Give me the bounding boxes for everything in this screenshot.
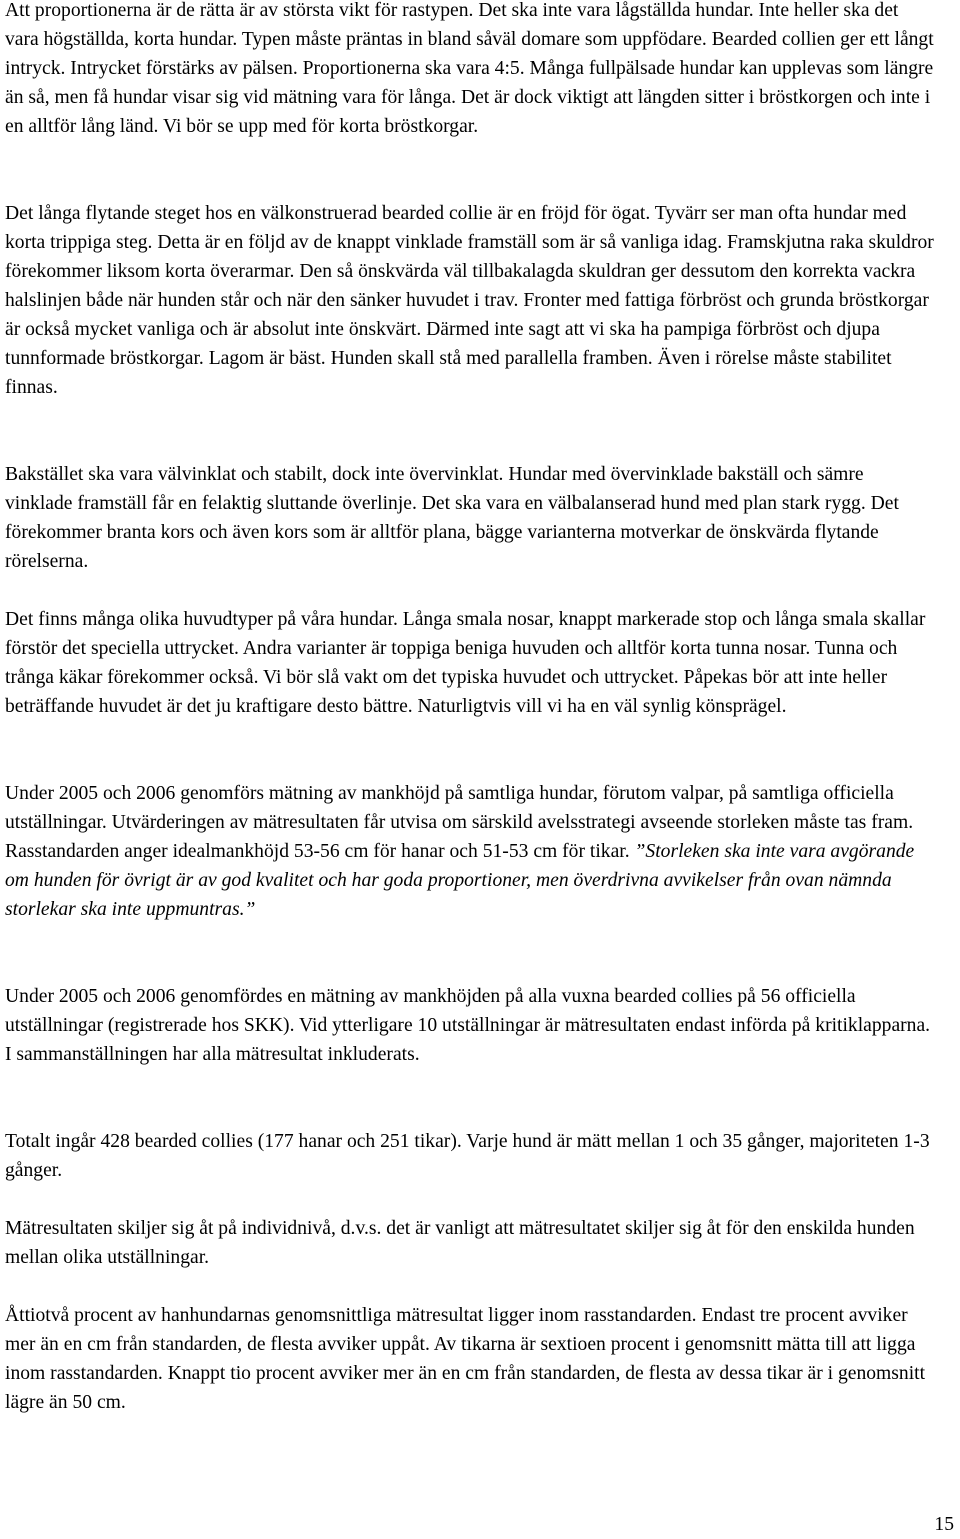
paragraph-proportions: Att proportionerna är de rätta är av största vikt för rastypen. Det ska inte vara lågställda hundar. Inte heller ska det vara högställda, korta hundar. Typen måste präntas in bland såväl domare som uppfödare. Bearded collien ger ett långt intryck. Intrycket förstärks av pälsen. Proportionerna ska vara 4:5. Många fullpälsade hundar kan upplevas som längre än så, men få hundar visar sig vid mätning vara för långa. Det är dock viktigt att längden sitter i bröstkorgen och inte i en alltför lång länd. Vi bör se upp med för korta bröstkorgar. [5, 0, 934, 137]
paragraph-hindquarters: Bakstället ska vara välvinklat och stabilt, dock inte övervinklat. Hundar med övervinklade bakställ och sämre vinklade framställ får en felaktig sluttande överlinje. Det ska vara en välbalanserad hund med plan stark rygg. Det förekommer branta kors och även kors som är alltför plana, bägge varianterna motverkar de önskvärda flytande rörelserna. [5, 464, 899, 572]
paragraph-movement: Det långa flytande steget hos en välkonstruerad bearded collie är en fröjd för ögat. Tyvärr ser man ofta hundar med korta trippiga steg. Detta är en följd av de knappt vinklade framställ som är så vanliga idag. Framskjutna raka skuldror förekommer liksom korta överarmar. Den så önskvärda väl tillbakalagda skuldran ger dessutom den korrekta vackra halslinjen både när hunden står och när den sänker huvudet i trav. Fronter med fattiga förbröst och grunda bröstkorgar är också mycket vanliga och är absolut inte önskvärt. Därmed inte sagt att vi ska ha pampiga förbröst och djupa tunnformade bröstkorgar. Lagom är bäst. Hunden skall stå med parallella framben. Även i rörelse måste stabilitet finnas. [5, 203, 934, 398]
paragraph-measurement-plan [5, 779, 935, 924]
paragraph-head-types: Det finns många olika huvudtyper på våra hundar. Långa smala nosar, knappt markerade stop och långa smala skallar förstör det speciella uttrycket. Andra varianter är toppiga beniga huvuden och alltför korta tunna nosar. Tunna och trånga käkar förekommer också. Vi bör slå vakt om det typiska huvudet och uttrycket. Påpekas bör att inte heller beträffande huvudet är det ju kraftigare desto bättre. Naturligtvis vill vi ha en väl synlig könsprägel. [5, 609, 926, 717]
paragraph-measurement-done: Under 2005 och 2006 genomfördes en mätning av mankhöjden på alla vuxna bearded collies på 56 officiella utställningar (registrerade hos SKK). Vid ytterligare 10 utställningar är mätresultaten endast införda på kritiklapparna. I sammanställningen har alla mätresultat inkluderats. [5, 986, 931, 1065]
measurement-plan-text: Under 2005 och 2006 genomförs mätning av mankhöjd på samtliga hundar, förutom valpar, på samtliga officiella utställningar. Utvärderingen av mätresultaten får utvisa om särskild avelsstrategi avseende storleken måste tas fram. Rasstandarden anger idealmankhöjd 53-56 cm för hanar och 51-53 cm för tikar. [5, 783, 914, 862]
paragraph-results: Åttiotvå procent av hanhundarnas genomsnittliga mätresultat ligger inom rasstandarden. Endast tre procent avviker mer än en cm från standarden, de flesta avviker uppåt. Av tikarna är sextioen procent i genomsnitt mätta till att ligga inom rasstandarden. Knappt tio procent avviker mer än en cm från standarden, de flesta av dessa tikar är i genomsnitt lägre än 50 cm. [5, 1305, 926, 1413]
page-number: 15 [934, 1514, 954, 1535]
paragraph-totals: Totalt ingår 428 bearded collies (177 hanar och 251 tikar). Varje hund är mätt mellan 1 och 35 gånger, majoriteten 1-3 gånger. [5, 1131, 930, 1181]
paragraph-individual-variation: Mätresultaten skiljer sig åt på individnivå, d.v.s. det är vanligt att mätresultatet skiljer sig åt för den enskilda hunden mellan olika utställningar. [5, 1218, 915, 1268]
standard-quote: ”Storleken ska inte vara avgörande om hunden för övrigt är av god kvalitet och har goda proportioner, men överdrivna avvikelser från ovan nämnda storlekar ska inte uppmuntras.” [5, 841, 915, 920]
